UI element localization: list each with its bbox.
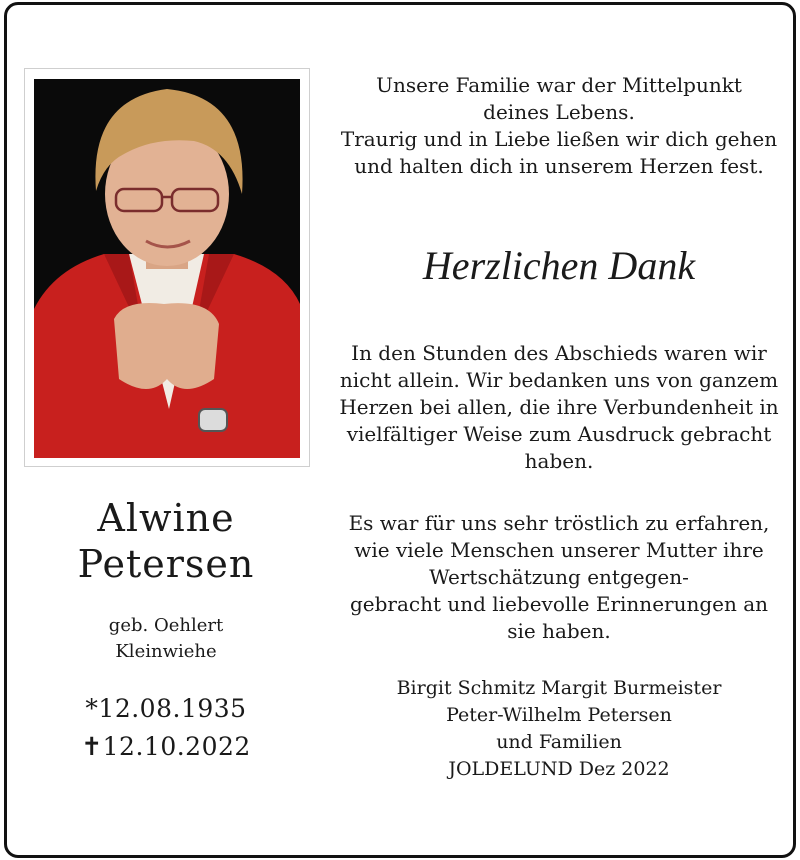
first-name: Alwine: [97, 496, 235, 540]
life-dates: [24, 690, 308, 766]
death-date: ✝12.10.2022: [81, 732, 251, 761]
portrait-illustration: [34, 79, 300, 458]
paragraph-line: wie viele Menschen unserer Mutter ihre: [354, 538, 764, 562]
deceased-name: [24, 495, 308, 587]
intro-line: deines Lebens.: [483, 100, 635, 124]
signature-line: Birgit Schmitz Margit Burmeister: [396, 677, 722, 699]
thanks-title: Herzlichen Dank: [422, 243, 696, 288]
portrait-photo: [34, 79, 300, 458]
paragraph-line: Wertschätzung entgegen-: [429, 565, 689, 589]
paragraph-line: sie haben.: [507, 619, 611, 643]
paragraph-line: gebracht und liebevolle Erinnerungen an: [349, 592, 769, 616]
intro-line: und halten dich in unserem Herzen fest.: [354, 154, 764, 178]
paragraph-line: Es war für uns sehr tröstlich zu erfahren,: [348, 511, 770, 535]
thanks-paragraph-1: [326, 340, 792, 475]
portrait-frame: [24, 68, 310, 467]
birth-info: [24, 613, 308, 665]
paragraph-line: nicht allein. Wir bedanken uns von ganzem: [339, 368, 779, 392]
paragraph-line: In den Stunden des Abschieds waren wir: [351, 341, 767, 365]
intro-verse: [326, 72, 792, 180]
signatures: [326, 675, 792, 783]
signature-line: und Familien: [496, 731, 622, 753]
paragraph-line: Herzen bei allen, die ihre Verbundenheit in: [339, 395, 779, 419]
signature-line: Peter-Wilhelm Petersen: [446, 704, 672, 726]
intro-line: Unsere Familie war der Mittelpunkt: [376, 73, 742, 97]
signature-line: JOLDELUND Dez 2022: [448, 758, 670, 780]
home-place: Kleinwiehe: [115, 641, 217, 662]
thanks-paragraph-2: [326, 510, 792, 645]
maiden-name: geb. Oehlert: [108, 615, 224, 636]
intro-line: Traurig und in Liebe ließen wir dich gehen: [340, 127, 778, 151]
birth-date: *12.08.1935: [85, 694, 247, 723]
last-name: Petersen: [77, 542, 255, 586]
paragraph-line: vielfältiger Weise zum Ausdruck gebracht: [346, 422, 772, 446]
paragraph-line: haben.: [524, 449, 594, 473]
